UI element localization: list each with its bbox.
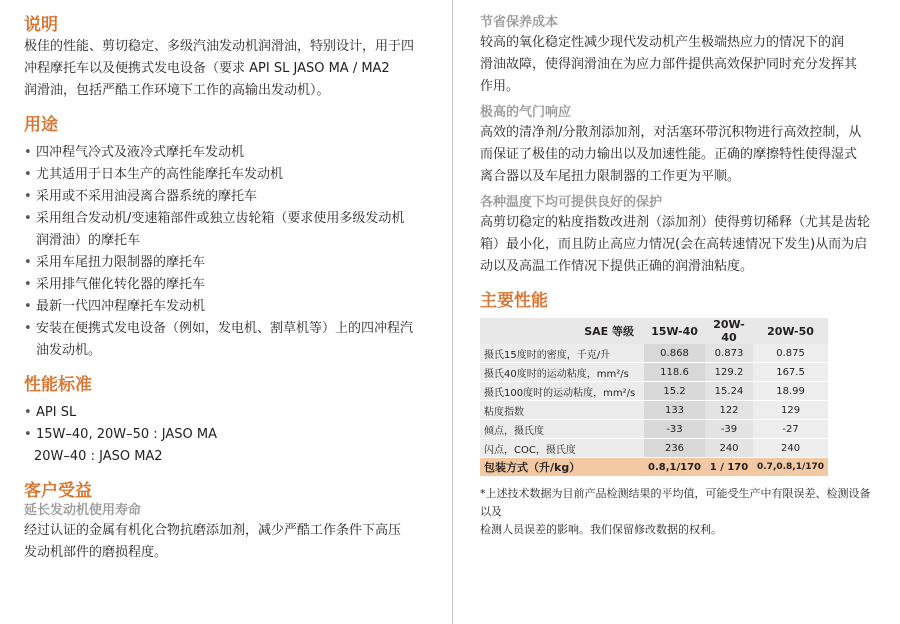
usage-item: • 四冲程气冷式及液冷式摩托车发动机: [24, 142, 424, 164]
description-title: 说明: [24, 15, 58, 35]
performance-standard-title: 性能标准: [24, 375, 92, 395]
usage-title: 用途: [24, 115, 58, 135]
row-label: 闪点，COC，摄氏度: [480, 439, 644, 458]
cell-value: 167.5: [753, 363, 828, 382]
customer-benefit-title: 客户受益: [24, 481, 92, 501]
row-label: 粘度指数: [480, 401, 644, 420]
maintenance-line: 较高的氧化稳定性减少现代发动机产生极端热应力的情况下的润: [480, 35, 845, 50]
cell-value: -33: [644, 420, 705, 439]
temperature-protection-line: 高剪切稳定的粘度指数改进剂（添加剂）使得剪切稀释（尤其是齿轮: [480, 215, 871, 230]
usage-item: • 尤其适用于日本生产的高性能摩托车发动机: [24, 164, 424, 186]
cell-value: -27: [753, 420, 828, 439]
spec-item: • API SL: [24, 402, 424, 424]
usage-item-continued: 润滑油）的摩托车: [36, 233, 141, 248]
spec-list: [24, 402, 424, 468]
maintenance-line: 滑油故障，使得润滑油在为应力部件提供高效保护同时充分发挥其: [480, 57, 858, 72]
header-sae-grade: SAE 等级: [480, 318, 644, 344]
maintenance-line: 作用。: [480, 79, 520, 94]
table-row: [480, 344, 828, 363]
note-line: 检测人员误差的影响。我们保留修改数据的权利。: [480, 523, 722, 536]
spec-item: • 15W–40, 20W–50 : JASO MA: [24, 424, 424, 446]
packaging-value: 0.7,0.8,1/170: [753, 458, 828, 477]
packaging-row: [480, 458, 828, 477]
row-label: 摄氏40度时的运动粘度，mm²/s: [480, 363, 644, 382]
spec-item-continued: 20W–40 : JASO MA2: [34, 449, 163, 464]
valve-response-line: 高效的清净剂/分散剂添加剂，对活塞环带沉积物进行高效控制，从: [480, 125, 862, 140]
packaging-value: 1 / 170: [705, 458, 753, 477]
description-line: 冲程摩托车以及便携式发电设备（要求 API SL JASO MA / MA2: [24, 61, 390, 76]
usage-item: • 采用排气催化转化器的摩托车: [24, 274, 424, 296]
valve-response-line: 而保证了极佳的动力输出以及加速性能。正确的摩擦特性使得湿式: [480, 147, 858, 162]
cell-value: 18.99: [753, 382, 828, 401]
table-row: [480, 420, 828, 439]
right-column: [480, 14, 880, 539]
benefit-subtitle: 延长发动机使用寿命: [24, 503, 142, 518]
table-row: [480, 363, 828, 382]
main-performance-title: 主要性能: [480, 291, 548, 311]
note-line: *上述技术数据为目前产品检测结果的平均值，可能受生产中有限误差、检测设备以及: [480, 487, 871, 518]
description-line: 极佳的性能、剪切稳定、多级汽油发动机润滑油，特别设计，用于四: [24, 39, 415, 54]
table-row: [480, 401, 828, 420]
cell-value: 236: [644, 439, 705, 458]
disclaimer-note: [480, 485, 880, 539]
cell-value: 240: [753, 439, 828, 458]
packaging-value: 0.8,1/170: [644, 458, 705, 477]
cell-value: 0.868: [644, 344, 705, 363]
left-column: [24, 14, 424, 564]
row-label: 摄氏100度时的运动粘度，mm²/s: [480, 382, 644, 401]
row-label: 摄氏15度时的密度，千克/升: [480, 344, 644, 363]
cell-value: 240: [705, 439, 753, 458]
performance-table: [480, 318, 828, 477]
cell-value: 129.2: [705, 363, 753, 382]
benefit-line: 经过认证的金属有机化合物抗磨添加剂，减少严酷工作条件下高压: [24, 523, 402, 538]
usage-item: • 最新一代四冲程摩托车发动机: [24, 296, 424, 318]
cell-value: 0.873: [705, 344, 753, 363]
valve-response-line: 离合器以及车尾扭力限制器的工作更为平顺。: [480, 169, 741, 184]
header-20w50: 20W-50: [753, 318, 828, 344]
cell-value: 15.2: [644, 382, 705, 401]
usage-item: • 采用车尾扭力限制器的摩托车: [24, 252, 424, 274]
temperature-protection-line: 动以及高温工作情况下提供正确的润滑油粘度。: [480, 259, 754, 274]
usage-item: • 采用组合发动机/变速箱部件或独立齿轮箱（要求使用多级发动机: [24, 208, 424, 230]
usage-item-continued: 油发动机。: [36, 343, 102, 358]
description-line: 润滑油，包括严酷工作环境下工作的高输出发动机）。: [24, 83, 330, 98]
table-header-row: [480, 318, 828, 344]
usage-item: • 安装在便携式发电设备（例如，发电机、割草机等）上的四冲程汽: [24, 318, 424, 340]
table-row: [480, 382, 828, 401]
cell-value: 129: [753, 401, 828, 420]
cell-value: 122: [705, 401, 753, 420]
usage-list: [24, 142, 424, 362]
benefit-line: 发动机部件的磨损程度。: [24, 545, 168, 560]
temperature-protection-line: 箱）最小化，而且防止高应力情况(会在高转速情况下发生)从而为启: [480, 237, 868, 252]
header-20w40: 20W-40: [705, 318, 753, 344]
cell-value: 118.6: [644, 363, 705, 382]
maintenance-subtitle: 节省保养成本: [480, 15, 559, 30]
cell-value: 15.24: [705, 382, 753, 401]
packaging-label: 包装方式（升/kg）: [480, 458, 644, 477]
cell-value: -39: [705, 420, 753, 439]
row-label: 倾点，摄氏度: [480, 420, 644, 439]
temperature-protection-subtitle: 各种温度下均可提供良好的保护: [480, 195, 663, 210]
column-divider: [452, 0, 453, 624]
header-15w40: 15W-40: [644, 318, 705, 344]
usage-item: • 采用或不采用油浸离合器系统的摩托车: [24, 186, 424, 208]
valve-response-subtitle: 极高的气门响应: [480, 105, 572, 120]
cell-value: 0.875: [753, 344, 828, 363]
cell-value: 133: [644, 401, 705, 420]
table-row: [480, 439, 828, 458]
